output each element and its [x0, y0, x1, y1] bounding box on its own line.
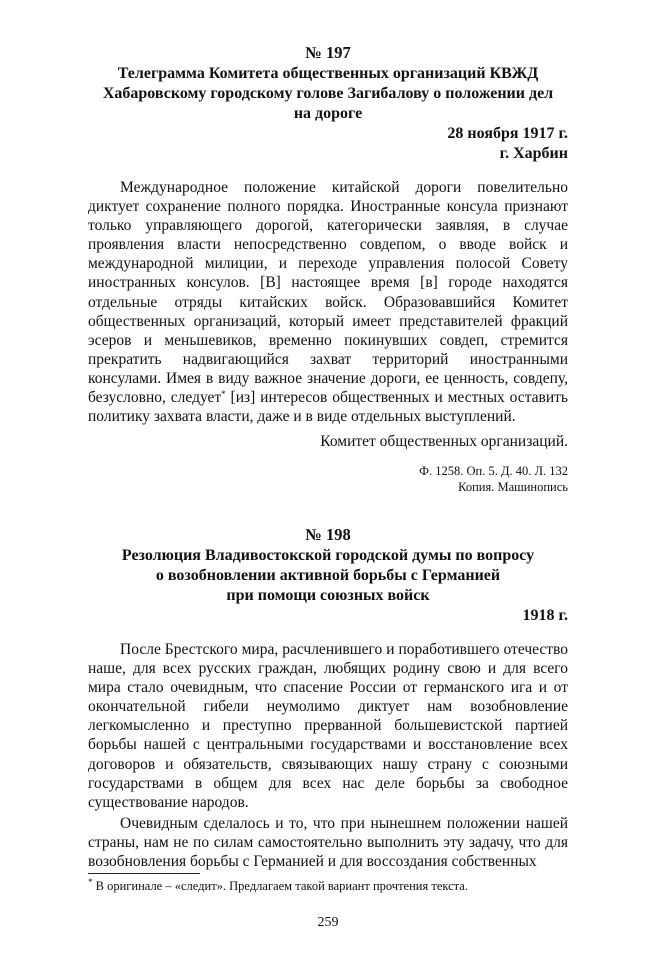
title-line: Телеграмма Комитета общественных организаций КВЖД — [117, 65, 539, 82]
title-line: Хабаровскому городскому голове Загибалову о положении дел — [102, 85, 554, 102]
paragraph — [88, 178, 568, 426]
document-body — [88, 640, 568, 871]
dateline — [88, 606, 568, 626]
document-number: № 197 — [305, 43, 351, 62]
source-type: Копия. Машинопись — [458, 480, 568, 495]
footnote-text: В оригинале – «следит». Предлагаем такой вариант прочтения текста. — [92, 879, 468, 893]
title-line: Резолюция Владивостокской городской думы по вопросу — [121, 547, 535, 564]
footnote-reference: * — [221, 389, 226, 400]
source-reference: Ф. 1258. Оп. 5. Д. 40. Л. 132 — [419, 464, 568, 479]
document-title — [88, 546, 568, 606]
dateline — [88, 124, 568, 164]
footnote-divider — [88, 873, 200, 874]
title-line: при помощи союзных войск — [226, 587, 430, 604]
document-title — [88, 64, 568, 124]
document-198 — [88, 524, 568, 871]
paragraph: После Брестского мира, расчленившего и поработившего отечество наше, для всех русских граждан, любящих родину свою и для всего мира стало очевидным, что спасение России от германского ига и от окончательной гибели неумолимо диктует нам возобновление легкомысленно и преступно прерванной большевистской партией борьбы нашей с центральными государствами и восстановление всех договоров и обязательств, связывающих нашу страну с союзными государствами в общем для всех нас деле борьбы за свободное существование народов. — [88, 641, 568, 811]
document-number: № 198 — [305, 525, 351, 544]
document-body — [88, 178, 568, 426]
page-number: 259 — [317, 915, 339, 930]
title-line: о возобновлении активной борьбы с Германией — [155, 567, 501, 584]
paragraph: Очевидным сделалось и то, что при нынешнем положении нашей страны, нам не по силам самостоятельно выполнить эту задачу, что для возобновления борьбы с Германией и для воссоздания собственных — [88, 814, 568, 871]
document-date: 28 ноября 1917 г. — [447, 125, 568, 142]
footnote — [88, 878, 568, 894]
footnote-mark: * — [88, 877, 93, 887]
paragraph-text: Международное положение китайской дороги повелительно диктует сохранение полного порядка. Иностранные консула признают только управляющего дорогой, категорически заявляя, в случае проявления власти непосредственно совдепом, о вводе войск и международной милиции, и переходе управления полосой Совету иностранных консулов. [В] настоящее время [в] городе находятся отдельные отряды китайских войск. Образовавшийся Комитет общественных организаций, который имеет представителей фракций эсеров и меньшевиков, временно покинувших совдеп, стремится прекратить надвигающийся захват территорий иностранными консулами. Имея в виду важное значение дороги, ее ценность, совдепу, безусловно, следует — [88, 179, 568, 407]
archival-source — [88, 463, 568, 495]
document-place: г. Харбин — [499, 145, 568, 162]
title-line: на дороге — [293, 105, 363, 122]
document-197 — [88, 42, 568, 495]
document-date: 1918 г. — [522, 607, 568, 624]
signature: Комитет общественных организаций. — [320, 433, 568, 451]
paragraph-text: [из] интересов общественных и местных оставить политику захвата власти, даже и в виде отдельных выступлений. — [88, 389, 568, 426]
